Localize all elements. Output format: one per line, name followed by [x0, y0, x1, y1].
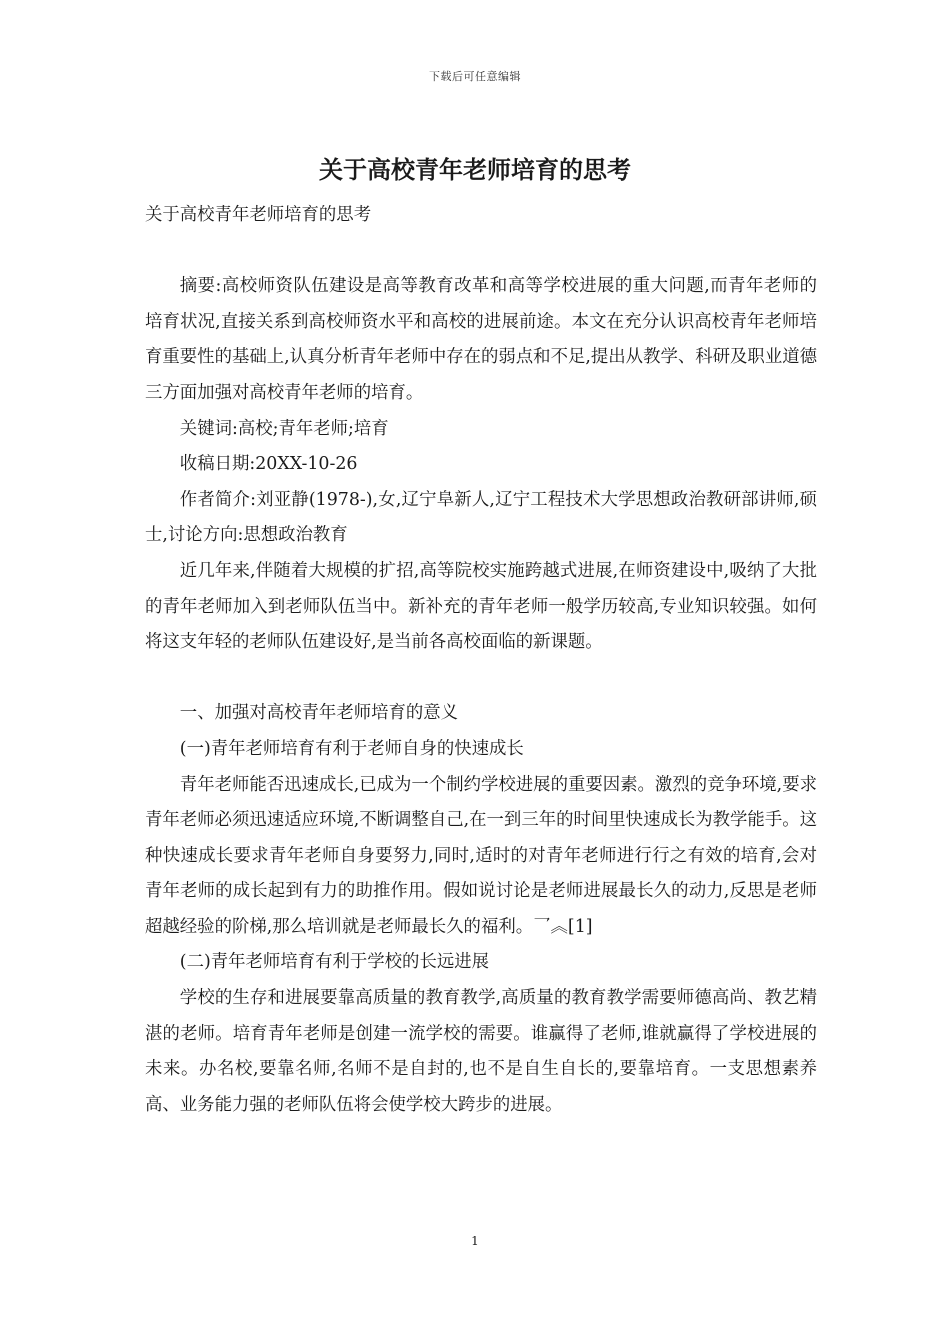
subsection-heading-2: (二)青年老师培育有利于学校的长远进展: [179, 952, 490, 973]
section-heading: 一、加强对高校青年老师培育的意义: [179, 703, 459, 724]
page-number: 1: [471, 1234, 479, 1248]
abstract-paragraph: 摘要:高校师资队伍建设是高等教育改革和高等学校进展的重大问题,而青年老师的培育状况,直接关系到高校师资水平和高校的进展前途。本文在充分认识高校青年老师培育重要性的基础上,认真分析青年老师中存在的弱点和不足,提出从教学、科研及职业道德三方面加强对高校青年老师的培育。: [145, 276, 817, 403]
subsection-paragraph-2: 学校的生存和进展要靠高质量的教育教学,高质量的教育教学需要师德高尚、教艺精湛的老师。培育青年老师是创建一流学校的需要。谁赢得了老师,谁就赢得了学校进展的未来。办名校,要靠名师,名师不是自封的,也不是自生自长的,要靠培育。一支思想素养高、业务能力强的老师队伍将会使学校大跨步的进展。: [145, 988, 817, 1115]
blank-line: [145, 661, 817, 697]
author-bio-paragraph: 作者简介:刘亚静(1978-),女,辽宁阜新人,辽宁工程技术大学思想政治教研部讲师,硕士,讨论方向:思想政治教育: [145, 489, 817, 546]
received-date-line: 收稿日期:20XX-10-26: [179, 454, 358, 475]
subtitle: 关于高校青年老师培育的思考: [145, 205, 372, 225]
blank-line: [145, 234, 817, 270]
subsection-paragraph-1: 青年老师能否迅速成长,已成为一个制约学校进展的重要因素。激烈的竞争环境,要求青年老师必须迅速适应环境,不断调整自己,在一到三年的时间里快速成长为教学能手。这种快速成长要求青年老师自身要努力,同时,适时的对青年老师进行行之有效的培育,会对青年老师的成长起到有力的助推作用。假如说讨论是老师进展最长久的动力,反思是老师超越经验的阶梯,那么培训就是老师最长久的福利。乛︽[1]: [145, 774, 817, 937]
intro-paragraph: 近几年来,伴随着大规模的扩招,高等院校实施跨越式进展,在师资建设中,吸纳了大批的青年老师加入到老师队伍当中。新补充的青年老师一般学历较高,专业知识较强。如何将这支年轻的老师队伍建设好,是当前各高校面临的新课题。: [145, 560, 817, 653]
subsection-heading-1: (一)青年老师培育有利于老师自身的快速成长: [179, 738, 524, 759]
keywords-line: 关键词:高校;青年老师;培育: [179, 418, 389, 439]
document-body: [145, 198, 817, 1123]
header-note: 下载后可任意编辑: [429, 70, 521, 83]
document-title: 关于高校青年老师培育的思考: [319, 155, 631, 184]
